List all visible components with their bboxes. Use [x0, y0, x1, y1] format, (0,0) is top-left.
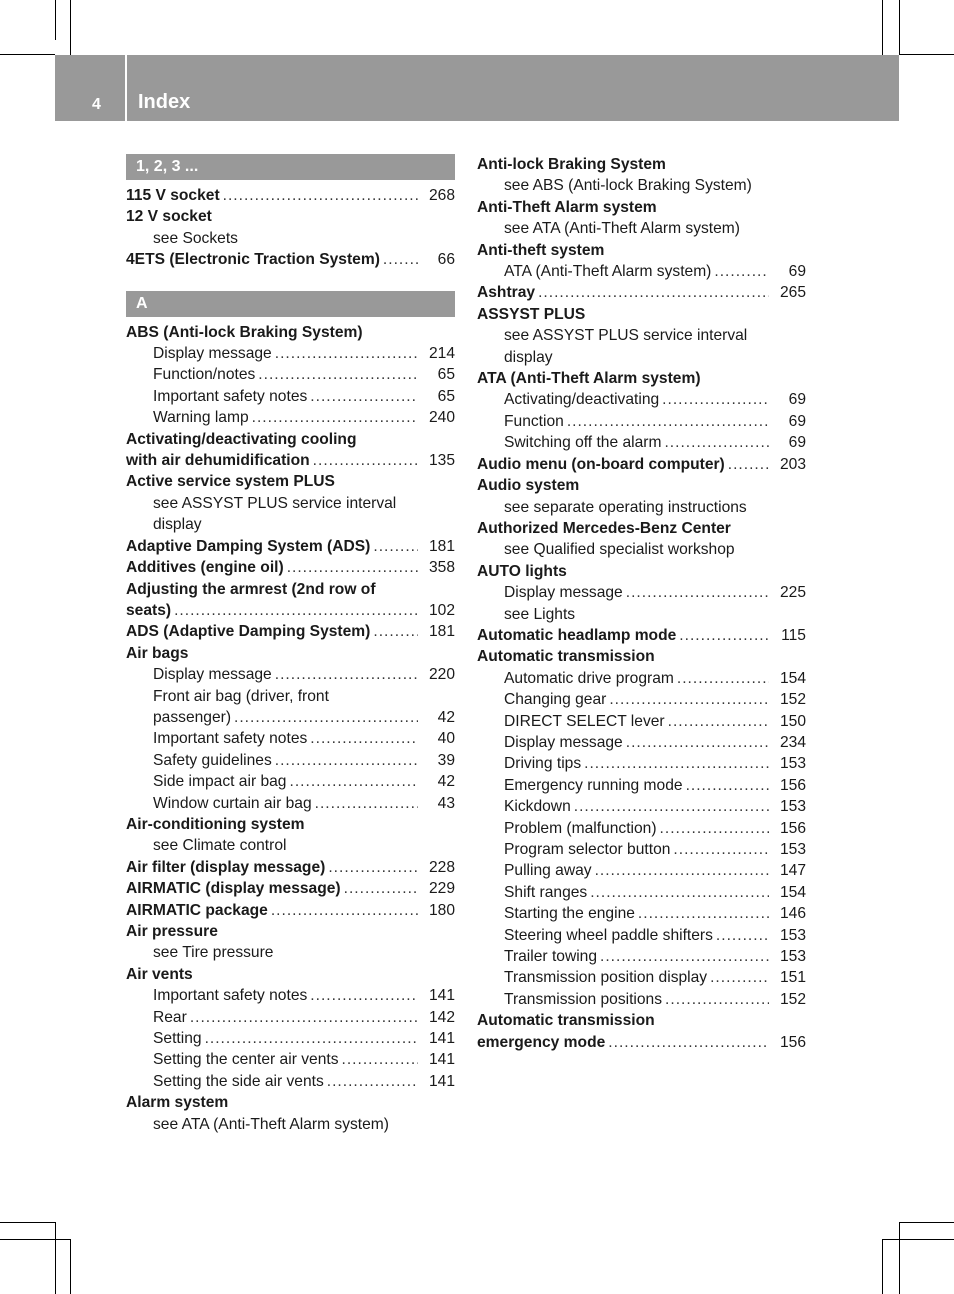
crop-mark: [70, 1239, 71, 1294]
index-heading: AUTO lights: [477, 562, 567, 580]
section-spacer: [126, 271, 455, 291]
entry-label: Display message: [153, 666, 272, 684]
dot-leader: [626, 582, 769, 603]
entry-label: Display message: [504, 584, 623, 602]
index-subentry: [477, 818, 806, 839]
index-column-right: [477, 154, 806, 1053]
index-subentry-text: see Lights: [504, 605, 576, 623]
crop-mark: [882, 0, 883, 55]
dot-leader: [728, 454, 769, 475]
dot-leader: [710, 967, 769, 988]
index-heading: Anti-Theft Alarm system: [477, 198, 657, 216]
page-reference[interactable]: 152: [779, 990, 806, 1008]
dot-leader: [677, 668, 769, 689]
index-heading: Activating/deactivating cooling: [126, 430, 357, 448]
index-subentry-text: see ATA (Anti-Theft Alarm system): [504, 220, 740, 238]
dot-leader: [608, 1032, 769, 1053]
index-subentry: [126, 1028, 455, 1049]
dot-leader: [315, 793, 418, 814]
page-reference[interactable]: 156: [779, 1033, 806, 1051]
page-reference[interactable]: 156: [779, 776, 806, 794]
index-subentry: [477, 411, 806, 432]
page-reference[interactable]: 265: [779, 284, 806, 302]
entry-label: Starting the engine: [504, 905, 635, 923]
index-subentry: [126, 386, 455, 407]
entry-label: Important safety notes: [153, 730, 308, 748]
entry-label: Safety guidelines: [153, 751, 272, 769]
page-reference[interactable]: 65: [437, 366, 455, 384]
page-reference[interactable]: 153: [779, 755, 806, 773]
page-reference[interactable]: 152: [779, 691, 806, 709]
entry-label: Window curtain air bag: [153, 794, 312, 812]
page-reference[interactable]: 151: [779, 969, 806, 987]
entry-label: Adaptive Damping System (ADS): [126, 537, 371, 555]
index-heading: Adjusting the armrest (2nd row of: [126, 580, 376, 598]
index-subentry: [126, 728, 455, 749]
page-reference[interactable]: 69: [788, 391, 806, 409]
entry-label: Warning lamp: [153, 409, 249, 427]
dot-leader: [328, 857, 418, 878]
index-heading: ASSYST PLUS: [477, 305, 586, 323]
entry-label: Additives (engine oil): [126, 559, 284, 577]
page-reference[interactable]: 156: [779, 819, 806, 837]
crop-mark: [882, 1239, 883, 1294]
dot-leader: [373, 621, 418, 642]
page-reference[interactable]: 69: [788, 412, 806, 430]
index-column-left: [126, 154, 455, 1135]
index-subentry: [126, 364, 455, 385]
index-heading: Air-conditioning system: [126, 815, 305, 833]
crop-mark: [899, 1222, 954, 1223]
dot-leader: [275, 664, 418, 685]
index-subentry-text: see Sockets: [153, 229, 238, 247]
index-heading: Alarm system: [126, 1094, 229, 1112]
page-reference[interactable]: 203: [779, 455, 806, 473]
index-subentry-text: see ABS (Anti-lock Braking System): [504, 177, 752, 195]
dot-leader: [574, 796, 769, 817]
dot-leader: [373, 536, 418, 557]
index-subentry: [126, 407, 455, 428]
entry-label: Display message: [504, 733, 623, 751]
entry-label: with air dehumidification: [126, 452, 310, 470]
header-divider: [125, 55, 127, 121]
index-subentry: [126, 343, 455, 364]
page-reference[interactable]: 181: [428, 623, 455, 641]
index-entry: [126, 557, 455, 578]
dot-leader: [252, 407, 418, 428]
index-subentry: [477, 946, 806, 967]
dot-leader: [665, 989, 769, 1010]
page-reference[interactable]: 102: [428, 601, 455, 619]
dot-leader: [638, 903, 769, 924]
dot-leader: [383, 249, 418, 270]
index-heading: Air pressure: [126, 923, 218, 940]
dot-leader: [626, 732, 769, 753]
page-reference[interactable]: 39: [437, 751, 455, 769]
page-title: Index: [138, 91, 191, 113]
entry-label: ADS (Adaptive Damping System): [126, 623, 371, 641]
entry-label: Rear: [153, 1008, 187, 1026]
entry-label: seats): [126, 601, 172, 619]
page-reference[interactable]: 43: [437, 794, 455, 812]
entry-label: Changing gear: [504, 691, 607, 709]
entry-label: Transmission position display: [504, 969, 708, 987]
dot-leader: [673, 839, 769, 860]
page-reference[interactable]: 220: [428, 666, 455, 684]
index-heading: ABS (Anti-lock Braking System): [126, 323, 363, 341]
entry-label: Problem (malfunction): [504, 819, 657, 837]
entry-label: ATA (Anti-Theft Alarm system): [504, 263, 712, 281]
page-reference[interactable]: 141: [428, 1072, 455, 1090]
index-heading: Air bags: [126, 644, 189, 662]
page-reference[interactable]: 141: [428, 987, 455, 1005]
page-reference[interactable]: 181: [428, 537, 455, 555]
dot-leader: [686, 775, 769, 796]
index-subentry-text: display: [153, 516, 202, 534]
index-subentry: [477, 839, 806, 860]
index-subentry: [477, 903, 806, 924]
index-subentry: [126, 1007, 455, 1028]
entry-label: Setting the side air vents: [153, 1072, 324, 1090]
section-header: 1, 2, 3 ...: [126, 154, 455, 180]
dot-leader: [289, 771, 418, 792]
entry-label: Ashtray: [477, 284, 536, 302]
index-subentry: [126, 707, 455, 728]
entry-label: 4ETS (Electronic Traction System): [126, 251, 380, 269]
index-entry: [126, 185, 455, 206]
entry-label: Kickdown: [504, 798, 571, 816]
dot-leader: [258, 364, 418, 385]
page-reference[interactable]: 42: [437, 773, 455, 791]
index-subentry-text: see ATA (Anti-Theft Alarm system): [153, 1115, 389, 1133]
dot-leader: [275, 343, 418, 364]
index-subentry: [477, 668, 806, 689]
index-entry: [126, 249, 455, 270]
entry-label: Activating/deactivating: [504, 391, 660, 409]
index-heading: ATA (Anti-Theft Alarm system): [477, 370, 701, 388]
page-reference[interactable]: 153: [779, 841, 806, 858]
index-subentry: [477, 261, 806, 282]
index-subentry: [477, 775, 806, 796]
index-subentry: [126, 985, 455, 1006]
section-header: A: [126, 291, 455, 317]
index-subentry: [126, 1049, 455, 1070]
index-heading: 12 V socket: [126, 208, 212, 226]
page-reference[interactable]: 234: [779, 733, 806, 751]
index-heading: Authorized Mercedes-Benz Center: [477, 519, 731, 537]
page-number: 4: [92, 96, 101, 113]
entry-label: Setting: [153, 1030, 202, 1048]
crop-mark: [882, 1239, 954, 1240]
index-heading: Automatic transmission: [477, 1012, 655, 1030]
entry-label: Pulling away: [504, 862, 592, 880]
index-entry: [126, 621, 455, 642]
entry-label: DIRECT SELECT lever: [504, 712, 665, 730]
dot-leader: [600, 946, 769, 967]
index-entry: [477, 282, 806, 303]
index-entry: [126, 878, 455, 899]
page-reference[interactable]: 42: [437, 708, 455, 726]
entry-label: Automatic headlamp mode: [477, 626, 677, 644]
dot-leader: [190, 1007, 418, 1028]
dot-leader: [538, 282, 769, 303]
index-subentry: [477, 753, 806, 774]
dot-leader: [584, 753, 769, 774]
index-heading: Anti-theft system: [477, 241, 605, 259]
entry-label: Shift ranges: [504, 883, 588, 901]
dot-leader: [609, 689, 769, 710]
index-entry: [477, 1032, 806, 1053]
index-subentry-text: see ASSYST PLUS service interval: [153, 494, 397, 512]
crop-mark: [899, 54, 954, 55]
page-reference[interactable]: 225: [779, 584, 806, 602]
entry-label: AIRMATIC package: [126, 901, 268, 919]
page-reference[interactable]: 240: [428, 409, 455, 427]
dot-leader: [662, 389, 769, 410]
index-subentry-text: see Climate control: [153, 837, 287, 855]
page-reference[interactable]: 228: [428, 858, 455, 876]
page-reference[interactable]: 358: [428, 559, 455, 577]
index-subentry-text: Front air bag (driver, front: [153, 687, 329, 705]
crop-mark: [0, 1222, 55, 1223]
dot-leader: [234, 707, 418, 728]
crop-mark: [70, 0, 71, 55]
index-subentry: [477, 432, 806, 453]
index-subentry: [126, 771, 455, 792]
crop-mark: [899, 1222, 900, 1294]
index-subentry: [477, 582, 806, 603]
index-heading: Air vents: [126, 965, 193, 983]
entry-label: Side impact air bag: [153, 773, 287, 791]
dot-leader: [344, 878, 418, 899]
entry-label: Steering wheel paddle shifters: [504, 926, 713, 944]
index-subentry: [126, 750, 455, 771]
dot-leader: [310, 386, 418, 407]
dot-leader: [679, 625, 769, 646]
index-entry: [477, 454, 806, 475]
dot-leader: [567, 411, 769, 432]
dot-leader: [327, 1071, 418, 1092]
page-reference[interactable]: 141: [428, 1051, 455, 1069]
page-reference[interactable]: 153: [779, 948, 806, 966]
entry-label: Driving tips: [504, 755, 582, 773]
index-subentry: [477, 925, 806, 946]
page-reference[interactable]: 180: [428, 901, 455, 919]
page-reference[interactable]: 141: [428, 1030, 455, 1048]
entry-label: passenger): [153, 708, 232, 726]
entry-label: Important safety notes: [153, 387, 308, 405]
index-entry: [126, 536, 455, 557]
page-reference[interactable]: 142: [428, 1008, 455, 1026]
index-entry: [477, 625, 806, 646]
index-subentry: [477, 732, 806, 753]
dot-leader: [342, 1049, 419, 1070]
dot-leader: [664, 432, 769, 453]
entry-label: emergency mode: [477, 1033, 606, 1051]
page-reference[interactable]: 135: [428, 452, 455, 470]
index-heading: Anti-lock Braking System: [477, 156, 666, 173]
page-reference[interactable]: 146: [779, 905, 806, 923]
entry-label: Function/notes: [153, 366, 256, 384]
index-subentry: [477, 796, 806, 817]
dot-leader: [271, 900, 418, 921]
index-entry: [126, 600, 455, 621]
index-subentry-text: see ASSYST PLUS service interval: [504, 327, 748, 345]
dot-leader: [313, 450, 418, 471]
entry-label: Display message: [153, 345, 272, 363]
index-subentry-text: see separate operating instructions: [504, 498, 747, 516]
page-reference[interactable]: 154: [779, 883, 806, 901]
page-reference[interactable]: 65: [437, 387, 455, 405]
page-reference[interactable]: 40: [437, 730, 455, 748]
index-subentry: [477, 882, 806, 903]
page-reference[interactable]: 66: [437, 251, 455, 269]
index-entry: [126, 857, 455, 878]
entry-label: AIRMATIC (display message): [126, 880, 341, 898]
page-reference[interactable]: 229: [428, 880, 455, 898]
index-subentry-text: see Qualified specialist workshop: [504, 541, 735, 559]
dot-leader: [595, 860, 769, 881]
dot-leader: [223, 185, 418, 206]
entry-label: Transmission positions: [504, 990, 663, 1008]
page-reference[interactable]: 153: [779, 798, 806, 816]
index-entry: [126, 900, 455, 921]
entry-label: Setting the center air vents: [153, 1051, 339, 1069]
dot-leader: [716, 925, 769, 946]
page-reference[interactable]: 154: [779, 669, 806, 687]
index-subentry: [477, 860, 806, 881]
index-subentry: [126, 664, 455, 685]
dot-leader: [205, 1028, 418, 1049]
index-heading: Active service system PLUS: [126, 473, 335, 491]
entry-label: Function: [504, 412, 564, 430]
index-entry: [126, 450, 455, 471]
dot-leader: [660, 818, 769, 839]
dot-leader: [287, 557, 418, 578]
page-reference[interactable]: 69: [788, 434, 806, 452]
dot-leader: [310, 728, 418, 749]
crop-mark: [899, 0, 900, 55]
page-reference[interactable]: 150: [779, 712, 806, 730]
crop-mark: [0, 54, 55, 55]
index-subentry: [126, 793, 455, 814]
entry-label: Emergency running mode: [504, 776, 683, 794]
dot-leader: [174, 600, 418, 621]
page-reference[interactable]: 268: [428, 187, 455, 204]
index-subentry: [126, 1071, 455, 1092]
entry-label: Automatic drive program: [504, 669, 674, 687]
index-subentry-text: display: [504, 348, 553, 366]
page-reference[interactable]: 69: [788, 263, 806, 281]
crop-mark: [0, 1239, 70, 1240]
entry-label: 115 V socket: [126, 187, 220, 204]
crop-mark: [55, 0, 56, 40]
entry-label: Trailer towing: [504, 948, 598, 966]
index-subentry: [477, 989, 806, 1010]
index-subentry: [477, 389, 806, 410]
entry-label: Air filter (display message): [126, 858, 326, 876]
index-subentry: [477, 711, 806, 732]
entry-label: Important safety notes: [153, 987, 308, 1005]
dot-leader: [275, 750, 418, 771]
page-reference[interactable]: 147: [779, 862, 806, 880]
entry-label: Switching off the alarm: [504, 434, 662, 452]
index-heading: Audio system: [477, 477, 580, 495]
page-reference[interactable]: 153: [779, 926, 806, 944]
index-subentry: [477, 967, 806, 988]
dot-leader: [714, 261, 769, 282]
dot-leader: [590, 882, 769, 903]
dot-leader: [668, 711, 769, 732]
index-subentry-text: see Tire pressure: [153, 944, 274, 962]
page-reference[interactable]: 115: [781, 626, 806, 644]
index-heading: Automatic transmission: [477, 648, 655, 666]
dot-leader: [310, 985, 418, 1006]
page-reference[interactable]: 214: [428, 345, 455, 363]
crop-mark: [55, 1222, 56, 1294]
index-subentry: [477, 689, 806, 710]
entry-label: Program selector button: [504, 841, 671, 858]
entry-label: Audio menu (on-board computer): [477, 455, 725, 473]
